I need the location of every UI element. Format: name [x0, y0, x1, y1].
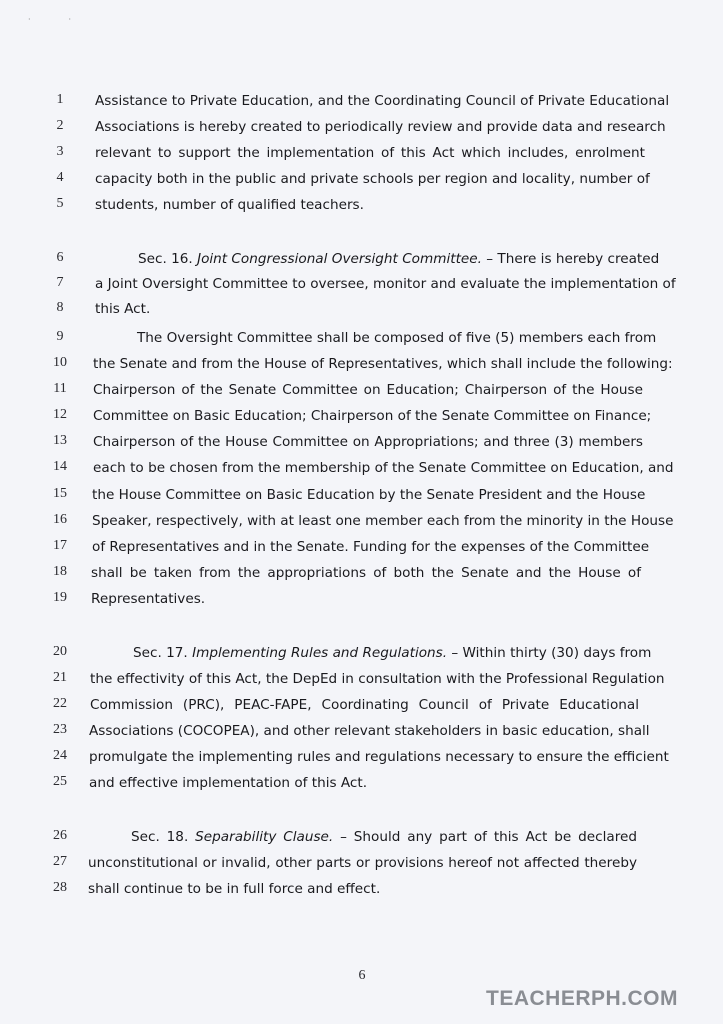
- section-heading-18: [131, 829, 637, 845]
- text-line: Speaker, respectively, with at least one member each from the minority in the House: [92, 513, 674, 529]
- line-number: 15: [53, 486, 67, 501]
- scan-specks: ··: [28, 15, 110, 24]
- text-line: capacity both in the public and private schools per region and locality, number of: [95, 171, 650, 187]
- line-number: 25: [53, 774, 67, 789]
- section-intro: – There is hereby created: [481, 251, 660, 267]
- line-number: 5: [56, 196, 64, 211]
- line-number: 26: [53, 828, 67, 843]
- text-line: promulgate the implementing rules and regulations necessary to ensure the efficient: [89, 749, 669, 765]
- text-line: Commission (PRC), PEAC-FAPE, Coordinating Council of Private Educational: [90, 697, 639, 713]
- text-line: the House Committee on Basic Education by the Senate President and the House: [92, 487, 646, 503]
- line-number: 13: [53, 433, 67, 448]
- line-number: 20: [53, 644, 67, 659]
- section-intro: – Within thirty (30) days from: [447, 645, 652, 661]
- text-line: Associations (COCOPEA), and other relevant stakeholders in basic education, shall: [89, 723, 650, 739]
- line-number: 1: [56, 92, 64, 107]
- text-line: unconstitutional or invalid, other parts or provisions hereof not affected thereby: [88, 855, 637, 871]
- text-line: Representatives.: [91, 591, 206, 607]
- text-line: this Act.: [95, 301, 151, 317]
- text-line: and effective implementation of this Act.: [89, 775, 368, 791]
- line-number: 21: [53, 670, 67, 685]
- text-line: Chairperson of the House Committee on Appropriations; and three (3) members: [93, 434, 643, 450]
- page-number: 6: [358, 968, 366, 983]
- line-number: 14: [53, 459, 67, 474]
- text-line: of Representatives and in the Senate. Funding for the expenses of the Committee: [92, 539, 650, 555]
- text-line: Associations is hereby created to periodically review and provide data and research: [95, 119, 666, 135]
- section-title: Implementing Rules and Regulations.: [192, 645, 448, 661]
- text-line: The Oversight Committee shall be composed of five (5) members each from: [137, 330, 657, 346]
- text-line: Chairperson of the Senate Committee on Education; Chairperson of the House: [93, 382, 643, 398]
- line-number: 28: [53, 880, 67, 895]
- line-number: 24: [53, 748, 67, 763]
- line-number: 10: [53, 355, 67, 370]
- text-line: shall continue to be in full force and effect.: [88, 881, 381, 897]
- line-number: 19: [53, 590, 67, 605]
- line-number: 23: [53, 722, 67, 737]
- text-line: a Joint Oversight Committee to oversee, monitor and evaluate the implementation of: [95, 276, 676, 292]
- line-number: 27: [53, 854, 67, 869]
- section-heading-17: [133, 645, 652, 661]
- line-number: 18: [53, 564, 67, 579]
- section-title: Separability Clause.: [195, 829, 334, 845]
- text-line: Committee on Basic Education; Chairperson of the Senate Committee on Finance;: [93, 408, 652, 424]
- text-line: the Senate and from the House of Representatives, which shall include the following:: [93, 356, 673, 372]
- section-number: Sec. 17.: [133, 645, 193, 661]
- line-number: 2: [56, 118, 64, 133]
- line-number: 16: [53, 512, 67, 527]
- text-line: students, number of qualified teachers.: [95, 197, 364, 213]
- text-line: each to be chosen from the membership of the Senate Committee on Education, and: [93, 460, 674, 476]
- text-line: relevant to support the implementation of this Act which includes, enrolment: [95, 145, 645, 161]
- line-number: 4: [56, 170, 64, 185]
- line-number: 11: [53, 381, 67, 396]
- line-number: 6: [56, 250, 64, 265]
- text-line: the effectivity of this Act, the DepEd in consultation with the Professional Regulation: [90, 671, 665, 687]
- section-intro: – Should any part of this Act be declared: [333, 829, 637, 845]
- section-number: Sec. 18.: [131, 829, 196, 845]
- line-number: 22: [53, 696, 67, 711]
- line-number: 17: [53, 538, 67, 553]
- line-number: 8: [56, 300, 64, 315]
- section-number: Sec. 16.: [138, 251, 198, 267]
- section-heading-16: [138, 251, 660, 267]
- section-title: Joint Congressional Oversight Committee.: [197, 251, 482, 267]
- line-number: 9: [56, 329, 64, 344]
- line-number: 7: [56, 275, 64, 290]
- line-number: 12: [53, 407, 67, 422]
- text-line: Assistance to Private Education, and the Coordinating Council of Private Educational: [95, 93, 670, 109]
- line-number: 3: [56, 144, 64, 159]
- watermark-text: TEACHERPH.COM: [486, 987, 679, 1010]
- text-line: shall be taken from the appropriations of both the Senate and the House of: [91, 565, 641, 581]
